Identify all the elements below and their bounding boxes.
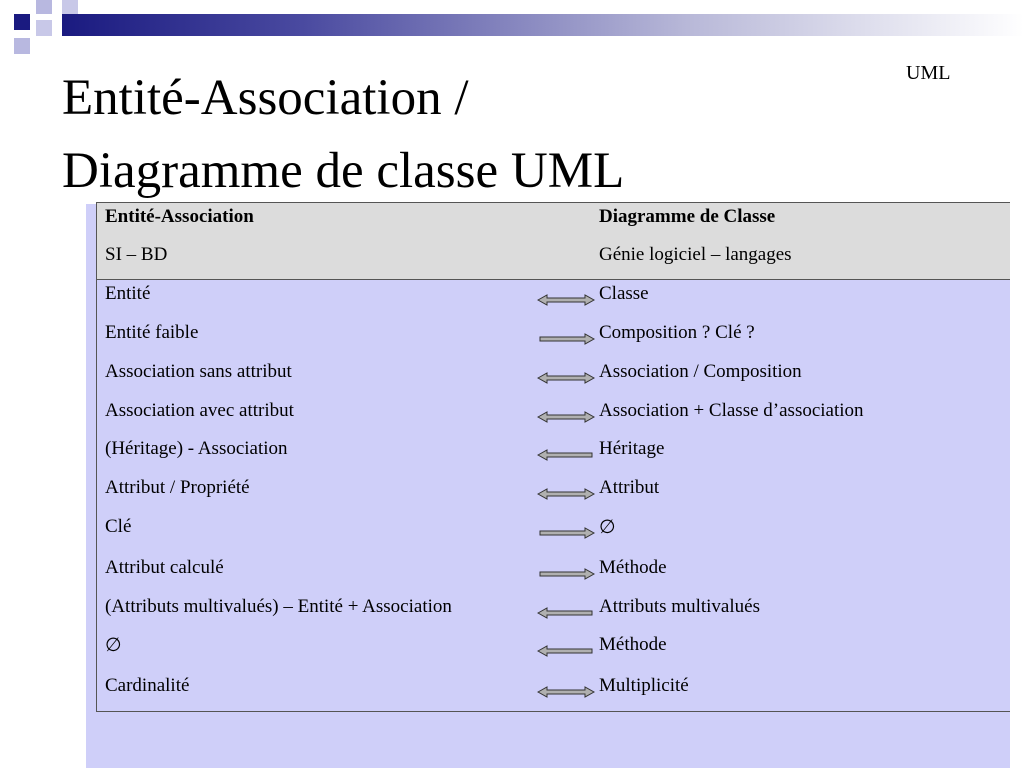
right-arrow-icon bbox=[537, 332, 595, 351]
row-left-cell: Cardinalité bbox=[105, 675, 190, 696]
logo-square-navy bbox=[14, 14, 30, 30]
row-right-cell: Classe bbox=[599, 283, 649, 304]
row-left-cell: Attribut / Propriété bbox=[105, 477, 250, 498]
row-right-cell: Méthode bbox=[599, 557, 667, 578]
right-arrow-icon bbox=[537, 567, 595, 586]
slide-title bbox=[62, 62, 624, 208]
row-right-cell: ∅ bbox=[599, 517, 616, 538]
double-arrow-icon bbox=[537, 685, 595, 704]
header-gradient-bar bbox=[62, 14, 1024, 36]
table-header bbox=[97, 203, 1010, 280]
header-right-subtitle: Génie logiciel – langages bbox=[599, 244, 792, 265]
double-arrow-icon bbox=[537, 487, 595, 506]
row-left-cell: Clé bbox=[105, 516, 132, 537]
header-right-title: Diagramme de Classe bbox=[599, 206, 776, 227]
logo-square-light bbox=[36, 0, 52, 14]
row-right-cell: Composition ? Clé ? bbox=[599, 322, 755, 343]
row-right-cell: Héritage bbox=[599, 438, 665, 459]
row-right-cell: Association + Classe d’association bbox=[599, 400, 864, 421]
left-arrow-icon bbox=[537, 448, 595, 467]
double-arrow-icon bbox=[537, 293, 595, 312]
row-right-cell: Attributs multivalués bbox=[599, 596, 760, 617]
logo-square-light bbox=[62, 0, 78, 14]
header-left-title: Entité-Association bbox=[105, 206, 254, 227]
row-left-cell: Association avec attribut bbox=[105, 400, 294, 421]
logo-square-light bbox=[14, 38, 30, 54]
row-left-cell: Attribut calculé bbox=[105, 557, 224, 578]
row-right-cell: Méthode bbox=[599, 634, 667, 655]
left-arrow-icon bbox=[537, 644, 595, 663]
row-right-cell: Attribut bbox=[599, 477, 660, 498]
row-right-cell: Multiplicité bbox=[599, 675, 689, 696]
row-left-cell: Entité bbox=[105, 283, 151, 304]
double-arrow-icon bbox=[537, 371, 595, 390]
row-left-cell: (Attributs multivalués) – Entité + Association bbox=[105, 596, 452, 617]
row-left-cell: Association sans attribut bbox=[105, 361, 292, 382]
panel-left-strip bbox=[86, 204, 96, 768]
title-line-1: Entité-Association / bbox=[62, 70, 469, 126]
row-left-cell: (Héritage) - Association bbox=[105, 438, 288, 459]
mapping-table bbox=[96, 202, 1010, 712]
right-arrow-icon bbox=[537, 526, 595, 545]
row-left-cell: ∅ bbox=[105, 635, 122, 656]
header-left-subtitle: SI – BD bbox=[105, 244, 168, 265]
row-left-cell: Entité faible bbox=[105, 322, 199, 343]
logo-square-light bbox=[36, 20, 52, 36]
corner-label: UML bbox=[906, 62, 951, 84]
row-right-cell: Association / Composition bbox=[599, 361, 802, 382]
double-arrow-icon bbox=[537, 410, 595, 429]
title-line-2: Diagramme de classe UML bbox=[62, 142, 625, 199]
left-arrow-icon bbox=[537, 606, 595, 625]
right-margin bbox=[1010, 202, 1024, 768]
